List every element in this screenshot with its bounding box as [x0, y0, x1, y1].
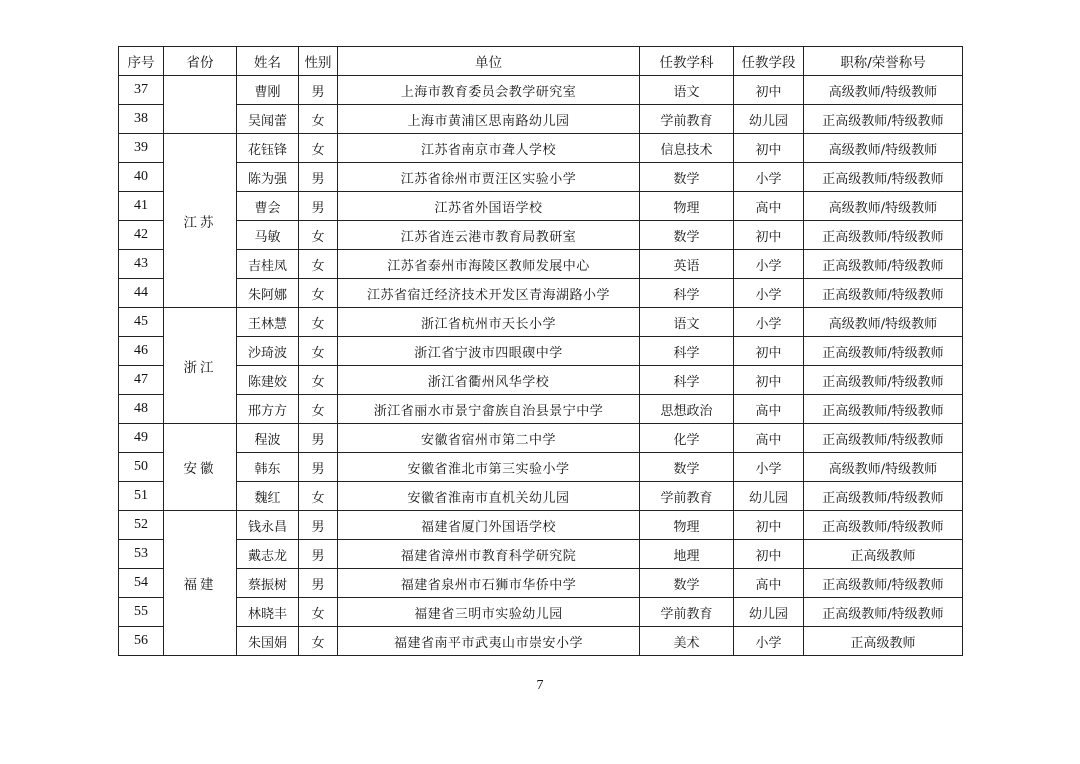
cell-stage: 初中 [734, 540, 804, 569]
cell-subject: 学前教育 [640, 598, 734, 627]
cell-index: 45 [119, 308, 164, 337]
cell-name: 王林慧 [237, 308, 299, 337]
cell-index: 51 [119, 482, 164, 511]
cell-unit: 江苏省泰州市海陵区教师发展中心 [338, 250, 640, 279]
cell-subject: 信息技术 [640, 134, 734, 163]
cell-unit: 安徽省淮南市直机关幼儿园 [338, 482, 640, 511]
cell-subject: 科学 [640, 366, 734, 395]
cell-gender: 男 [299, 540, 338, 569]
cell-index: 38 [119, 105, 164, 134]
table-row [119, 540, 963, 569]
cell-gender: 男 [299, 192, 338, 221]
header-index: 序号 [119, 47, 164, 76]
cell-unit: 浙江省衢州风华学校 [338, 366, 640, 395]
cell-province: 安徽 [164, 424, 237, 511]
cell-stage: 小学 [734, 279, 804, 308]
cell-unit: 福建省漳州市教育科学研究院 [338, 540, 640, 569]
table-row [119, 511, 963, 540]
cell-title: 高级教师/特级教师 [804, 134, 963, 163]
cell-name: 吴闻蕾 [237, 105, 299, 134]
cell-index: 50 [119, 453, 164, 482]
cell-province: 浙江 [164, 308, 237, 424]
cell-stage: 小学 [734, 250, 804, 279]
cell-stage: 幼儿园 [734, 105, 804, 134]
cell-name: 钱永昌 [237, 511, 299, 540]
cell-stage: 小学 [734, 453, 804, 482]
cell-title: 正高级教师/特级教师 [804, 424, 963, 453]
teacher-list-table [118, 46, 963, 656]
cell-name: 沙琦波 [237, 337, 299, 366]
cell-index: 46 [119, 337, 164, 366]
cell-subject: 美术 [640, 627, 734, 656]
cell-gender: 女 [299, 134, 338, 163]
table-row [119, 482, 963, 511]
cell-stage: 高中 [734, 569, 804, 598]
page-number: 7 [536, 678, 544, 693]
cell-stage: 幼儿园 [734, 598, 804, 627]
header-name: 姓名 [237, 47, 299, 76]
cell-stage: 高中 [734, 192, 804, 221]
cell-unit: 浙江省宁波市四眼碶中学 [338, 337, 640, 366]
cell-name: 朱阿娜 [237, 279, 299, 308]
cell-title: 正高级教师/特级教师 [804, 395, 963, 424]
cell-unit: 江苏省宿迁经济技术开发区青海湖路小学 [338, 279, 640, 308]
cell-name: 曹会 [237, 192, 299, 221]
cell-name: 蔡振树 [237, 569, 299, 598]
cell-index: 42 [119, 221, 164, 250]
cell-gender: 女 [299, 627, 338, 656]
cell-unit: 福建省泉州市石狮市华侨中学 [338, 569, 640, 598]
cell-subject: 语文 [640, 308, 734, 337]
cell-province: 江苏 [164, 134, 237, 308]
cell-gender: 男 [299, 453, 338, 482]
cell-index: 53 [119, 540, 164, 569]
cell-gender: 男 [299, 163, 338, 192]
table-row [119, 308, 963, 337]
cell-stage: 幼儿园 [734, 482, 804, 511]
cell-subject: 学前教育 [640, 482, 734, 511]
cell-name: 戴志龙 [237, 540, 299, 569]
cell-subject: 数学 [640, 453, 734, 482]
cell-name: 邢方方 [237, 395, 299, 424]
cell-title: 正高级教师/特级教师 [804, 482, 963, 511]
cell-name: 陈建姣 [237, 366, 299, 395]
cell-subject: 化学 [640, 424, 734, 453]
cell-stage: 初中 [734, 221, 804, 250]
cell-index: 49 [119, 424, 164, 453]
cell-title: 正高级教师/特级教师 [804, 163, 963, 192]
cell-stage: 初中 [734, 511, 804, 540]
cell-gender: 女 [299, 482, 338, 511]
table-row [119, 163, 963, 192]
cell-subject: 物理 [640, 192, 734, 221]
cell-gender: 女 [299, 366, 338, 395]
cell-stage: 初中 [734, 366, 804, 395]
table-header-row [119, 47, 963, 76]
cell-gender: 女 [299, 308, 338, 337]
cell-index: 54 [119, 569, 164, 598]
cell-index: 56 [119, 627, 164, 656]
header-province: 省份 [164, 47, 237, 76]
cell-title: 正高级教师/特级教师 [804, 337, 963, 366]
cell-index: 47 [119, 366, 164, 395]
cell-stage: 小学 [734, 308, 804, 337]
cell-province [164, 76, 237, 134]
cell-gender: 女 [299, 250, 338, 279]
cell-index: 41 [119, 192, 164, 221]
cell-index: 52 [119, 511, 164, 540]
cell-title: 正高级教师/特级教师 [804, 598, 963, 627]
cell-title: 正高级教师/特级教师 [804, 250, 963, 279]
cell-title: 正高级教师/特级教师 [804, 569, 963, 598]
cell-name: 林晓丰 [237, 598, 299, 627]
cell-gender: 女 [299, 598, 338, 627]
cell-unit: 福建省厦门外国语学校 [338, 511, 640, 540]
table-row [119, 76, 963, 105]
cell-title: 正高级教师 [804, 627, 963, 656]
cell-unit: 安徽省宿州市第二中学 [338, 424, 640, 453]
cell-title: 正高级教师/特级教师 [804, 221, 963, 250]
cell-gender: 女 [299, 279, 338, 308]
table-row [119, 279, 963, 308]
table-row [119, 424, 963, 453]
cell-name: 魏红 [237, 482, 299, 511]
cell-index: 55 [119, 598, 164, 627]
cell-unit: 江苏省徐州市贾汪区实验小学 [338, 163, 640, 192]
cell-subject: 语文 [640, 76, 734, 105]
cell-gender: 男 [299, 569, 338, 598]
cell-index: 43 [119, 250, 164, 279]
table-row [119, 598, 963, 627]
cell-stage: 初中 [734, 134, 804, 163]
table-row [119, 569, 963, 598]
header-gender: 性别 [299, 47, 338, 76]
cell-subject: 英语 [640, 250, 734, 279]
cell-subject: 科学 [640, 279, 734, 308]
table-row [119, 134, 963, 163]
cell-name: 吉桂凤 [237, 250, 299, 279]
cell-subject: 学前教育 [640, 105, 734, 134]
cell-name: 程波 [237, 424, 299, 453]
cell-name: 朱国娟 [237, 627, 299, 656]
cell-unit: 浙江省杭州市天长小学 [338, 308, 640, 337]
cell-title: 高级教师/特级教师 [804, 192, 963, 221]
header-unit: 单位 [338, 47, 640, 76]
cell-unit: 江苏省连云港市教育局教研室 [338, 221, 640, 250]
table-row [119, 105, 963, 134]
table-row [119, 337, 963, 366]
cell-title: 正高级教师/特级教师 [804, 366, 963, 395]
cell-gender: 男 [299, 511, 338, 540]
cell-subject: 思想政治 [640, 395, 734, 424]
cell-stage: 小学 [734, 163, 804, 192]
table-row [119, 453, 963, 482]
cell-unit: 浙江省丽水市景宁畲族自治县景宁中学 [338, 395, 640, 424]
table-body [119, 76, 963, 656]
cell-unit: 安徽省淮北市第三实验小学 [338, 453, 640, 482]
header-subject: 任教学科 [640, 47, 734, 76]
cell-province: 福建 [164, 511, 237, 656]
cell-index: 40 [119, 163, 164, 192]
table-row [119, 366, 963, 395]
table-row [119, 627, 963, 656]
cell-title: 正高级教师 [804, 540, 963, 569]
cell-stage: 小学 [734, 627, 804, 656]
cell-name: 曹刚 [237, 76, 299, 105]
cell-unit: 江苏省南京市聋人学校 [338, 134, 640, 163]
cell-subject: 地理 [640, 540, 734, 569]
cell-index: 48 [119, 395, 164, 424]
cell-name: 花钰锋 [237, 134, 299, 163]
cell-name: 陈为强 [237, 163, 299, 192]
cell-subject: 科学 [640, 337, 734, 366]
cell-index: 44 [119, 279, 164, 308]
cell-subject: 数学 [640, 221, 734, 250]
cell-index: 37 [119, 76, 164, 105]
table-row [119, 221, 963, 250]
cell-stage: 初中 [734, 76, 804, 105]
cell-title: 高级教师/特级教师 [804, 453, 963, 482]
cell-gender: 男 [299, 76, 338, 105]
cell-unit: 福建省三明市实验幼儿园 [338, 598, 640, 627]
cell-title: 正高级教师/特级教师 [804, 279, 963, 308]
cell-gender: 男 [299, 424, 338, 453]
cell-stage: 高中 [734, 424, 804, 453]
cell-name: 韩东 [237, 453, 299, 482]
table-row [119, 250, 963, 279]
cell-gender: 女 [299, 337, 338, 366]
cell-stage: 初中 [734, 337, 804, 366]
cell-gender: 女 [299, 395, 338, 424]
cell-unit: 福建省南平市武夷山市崇安小学 [338, 627, 640, 656]
cell-gender: 女 [299, 221, 338, 250]
cell-subject: 数学 [640, 163, 734, 192]
cell-subject: 数学 [640, 569, 734, 598]
cell-title: 正高级教师/特级教师 [804, 105, 963, 134]
cell-gender: 女 [299, 105, 338, 134]
cell-stage: 高中 [734, 395, 804, 424]
header-stage: 任教学段 [734, 47, 804, 76]
cell-unit: 上海市教育委员会教学研究室 [338, 76, 640, 105]
cell-title: 正高级教师/特级教师 [804, 511, 963, 540]
cell-name: 马敏 [237, 221, 299, 250]
header-title: 职称/荣誉称号 [804, 47, 963, 76]
table-row [119, 192, 963, 221]
cell-title: 高级教师/特级教师 [804, 308, 963, 337]
cell-title: 高级教师/特级教师 [804, 76, 963, 105]
table-row [119, 395, 963, 424]
cell-subject: 物理 [640, 511, 734, 540]
cell-unit: 江苏省外国语学校 [338, 192, 640, 221]
cell-index: 39 [119, 134, 164, 163]
cell-unit: 上海市黄浦区思南路幼儿园 [338, 105, 640, 134]
